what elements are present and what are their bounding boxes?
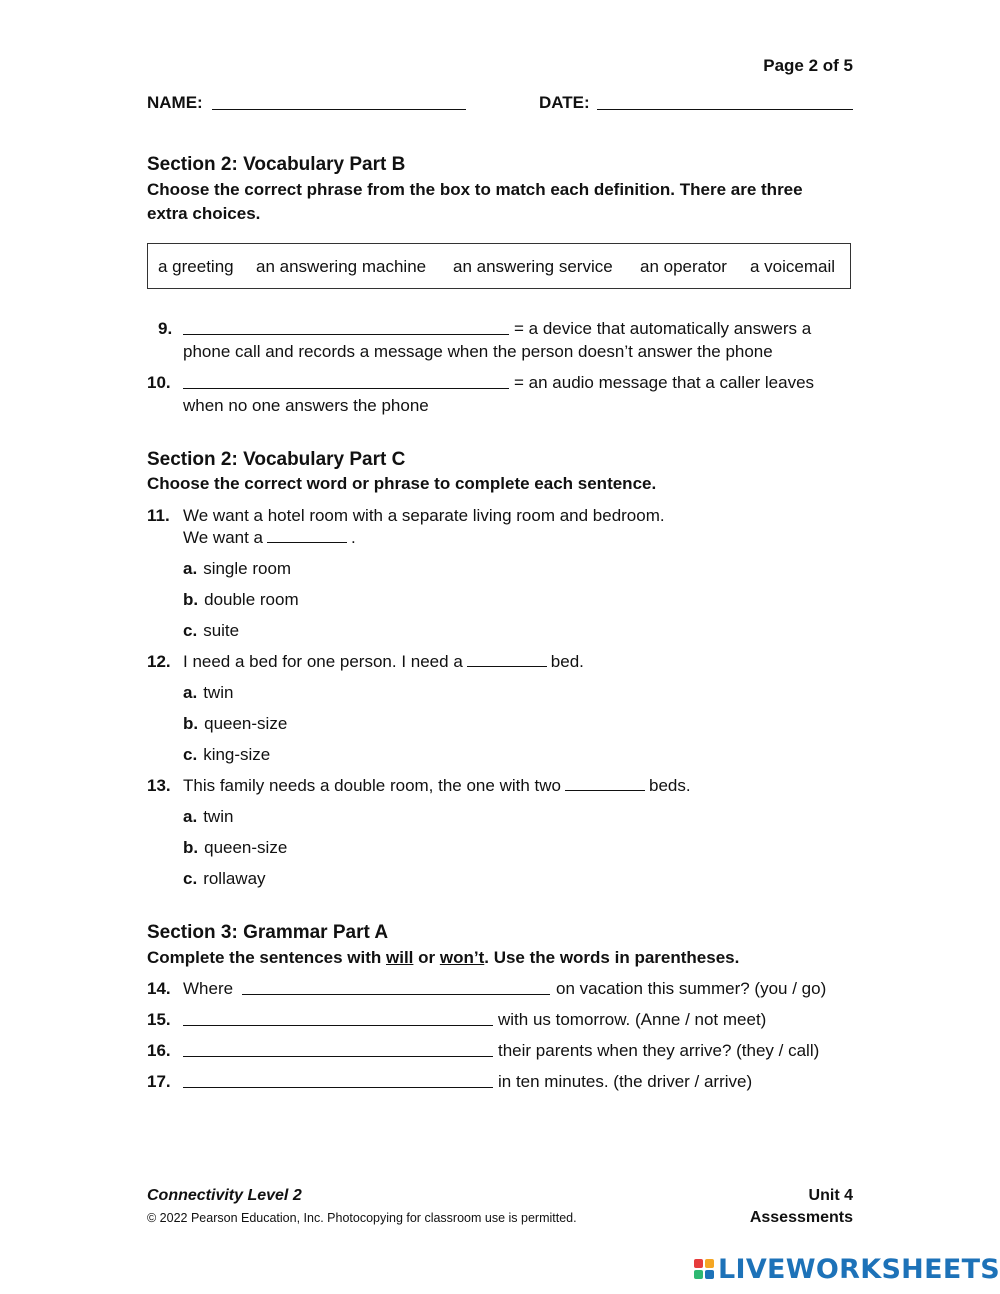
liveworksheets-logo[interactable] (694, 1253, 1000, 1285)
section-title-vocab-b: Section 2: Vocabulary Part B (147, 154, 406, 175)
question-number: 10. (147, 373, 171, 392)
question-number: 16. (147, 1041, 171, 1060)
question-text: with us tomorrow. (Anne / not meet) (498, 1010, 767, 1029)
question-number: 14. (147, 979, 171, 998)
name-field[interactable] (212, 109, 466, 110)
answer-blank (565, 789, 645, 791)
question-text: on vacation this summer? (you / go) (556, 979, 827, 998)
date-field[interactable] (597, 109, 853, 110)
option-a[interactable]: a. single room (183, 559, 292, 578)
answer-blank-15[interactable] (183, 1025, 493, 1026)
question-number: 9. (158, 319, 173, 338)
question-number: 11. (147, 506, 170, 525)
logo-tile (705, 1259, 714, 1268)
answer-blank-9[interactable] (183, 334, 509, 335)
footer-copyright: © 2022 Pearson Education, Inc. Photocopying for classroom use is permitted. (147, 1211, 577, 1225)
definition-text: = a device that automatically answers a (514, 319, 812, 338)
option-c[interactable]: c. king-size (183, 745, 271, 764)
option-b[interactable]: b. queen-size (183, 714, 288, 733)
page-number: Page 2 of 5 (763, 56, 853, 75)
section-title-grammar-a: Section 3: Grammar Part A (147, 922, 389, 943)
instruction-vocab-c: Choose the correct word or phrase to complete each sentence. (147, 474, 657, 493)
question-number: 15. (147, 1010, 171, 1029)
answer-blank-16[interactable] (183, 1056, 493, 1057)
word-choice: a voicemail (750, 257, 836, 276)
section-title-vocab-c: Section 2: Vocabulary Part C (147, 449, 406, 470)
question-text: their parents when they arrive? (they / call) (498, 1041, 820, 1060)
instruction-vocab-b-line2: extra choices. (147, 204, 261, 223)
definition-text: when no one answers the phone (183, 396, 429, 415)
question-text: We want a . (183, 528, 356, 547)
question-text: This family needs a double room, the one with two beds. (183, 776, 691, 795)
option-c[interactable]: c. rollaway (183, 869, 266, 888)
instruction-vocab-b-line1: Choose the correct phrase from the box to match each definition. There are three (147, 180, 803, 199)
question-text: in ten minutes. (the driver / arrive) (498, 1072, 753, 1091)
logo-tile (694, 1270, 703, 1279)
option-a[interactable]: a. twin (183, 683, 234, 702)
answer-blank (267, 541, 347, 543)
option-a[interactable]: a. twin (183, 807, 234, 826)
answer-blank-14[interactable] (242, 994, 550, 995)
logo-tile (705, 1270, 714, 1279)
option-c[interactable]: c. suite (183, 621, 240, 640)
option-b[interactable]: b. queen-size (183, 838, 288, 857)
question-text: Where (183, 979, 234, 998)
definition-text: = an audio message that a caller leaves (514, 373, 815, 392)
word-choice: an operator (640, 257, 727, 276)
name-label: NAME: (147, 93, 203, 112)
logo-tiles-icon (694, 1259, 714, 1279)
answer-blank-17[interactable] (183, 1087, 493, 1088)
answer-blank (467, 665, 547, 667)
date-label: DATE: (539, 93, 590, 112)
question-text: We want a hotel room with a separate living room and bedroom. (183, 506, 665, 525)
question-text: I need a bed for one person. I need a bed. (183, 652, 584, 671)
question-number: 17. (147, 1072, 171, 1091)
logo-text: LIVEWORKSHEETS (718, 1253, 1000, 1285)
word-box (147, 243, 851, 289)
answer-blank-10[interactable] (183, 388, 509, 389)
footer-assessments: Assessments (749, 1209, 853, 1226)
question-number: 12. (147, 652, 171, 671)
word-choice: an answering machine (256, 257, 427, 276)
word-choice: an answering service (453, 257, 613, 276)
instruction-grammar-a: Complete the sentences with will or won’t. Use the words in parentheses. (147, 948, 740, 967)
option-b[interactable]: b. double room (183, 590, 299, 609)
definition-text: phone call and records a message when the person doesn’t answer the phone (183, 342, 773, 361)
word-choice: a greeting (158, 257, 234, 276)
footer-unit: Unit 4 (808, 1187, 853, 1204)
logo-tile (694, 1259, 703, 1268)
footer-book-title: Connectivity Level 2 (147, 1187, 302, 1204)
question-number: 13. (147, 776, 171, 795)
